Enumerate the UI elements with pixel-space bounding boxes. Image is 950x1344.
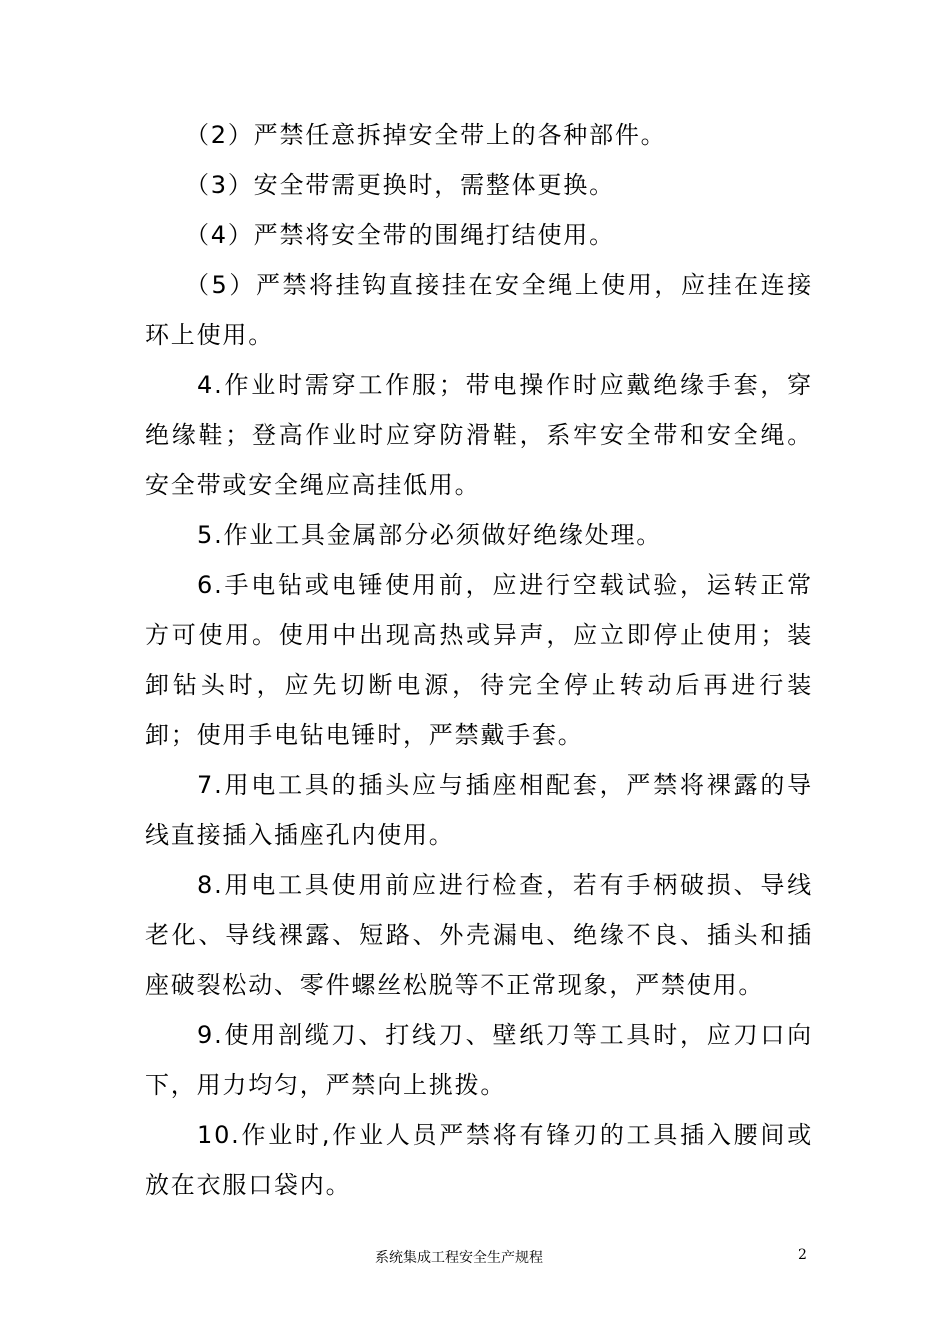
paragraph-rule-8: 8.用电工具使用前应进行检查，若有手柄破损、导线老化、导线裸露、短路、外壳漏电、绝缘不良、插头和插座破裂松动、零件螺丝松脱等不正常现象，严禁使用。 <box>145 871 813 999</box>
page-footer <box>0 1247 950 1271</box>
paragraph-item-3: （3）安全带需更换时，需整体更换。 <box>185 171 615 199</box>
paragraph-rule-9: 9.使用剖缆刀、打线刀、壁纸刀等工具时，应刀口向下，用力均匀，严禁向上挑拨。 <box>145 1021 813 1099</box>
paragraph-item-4: （4）严禁将安全带的围绳打结使用。 <box>185 221 615 249</box>
paragraph-rule-4: 4.作业时需穿工作服；带电操作时应戴绝缘手套，穿绝缘鞋；登高作业时应穿防滑鞋，系牢安全带和安全绳。安全带或安全绳应高挂低用。 <box>145 371 813 499</box>
paragraph-rule-10: 10.作业时,作业人员严禁将有锋刃的工具插入腰间或放在衣服口袋内。 <box>145 1121 813 1199</box>
paragraph-item-5: （5）严禁将挂钩直接挂在安全绳上使用，应挂在连接环上使用。 <box>145 271 813 349</box>
paragraph-item-2: （2）严禁任意拆掉安全带上的各种部件。 <box>185 121 667 149</box>
document-body <box>145 110 813 1210</box>
paragraph-rule-5: 5.作业工具金属部分必须做好绝缘处理。 <box>197 521 663 549</box>
page-number: 2 <box>798 1247 807 1263</box>
paragraph-rule-7: 7.用电工具的插头应与插座相配套，严禁将裸露的导线直接插入插座孔内使用。 <box>145 771 813 849</box>
paragraph-rule-6: 6.手电钻或电锤使用前，应进行空载试验，运转正常方可使用。使用中出现高热或异声，应立即停止使用；装卸钻头时，应先切断电源，待完全停止转动后再进行装卸；使用手电钻电锤时，严禁戴手套。 <box>145 571 813 749</box>
footer-document-title: 系统集成工程安全生产规程 <box>375 1250 543 1266</box>
